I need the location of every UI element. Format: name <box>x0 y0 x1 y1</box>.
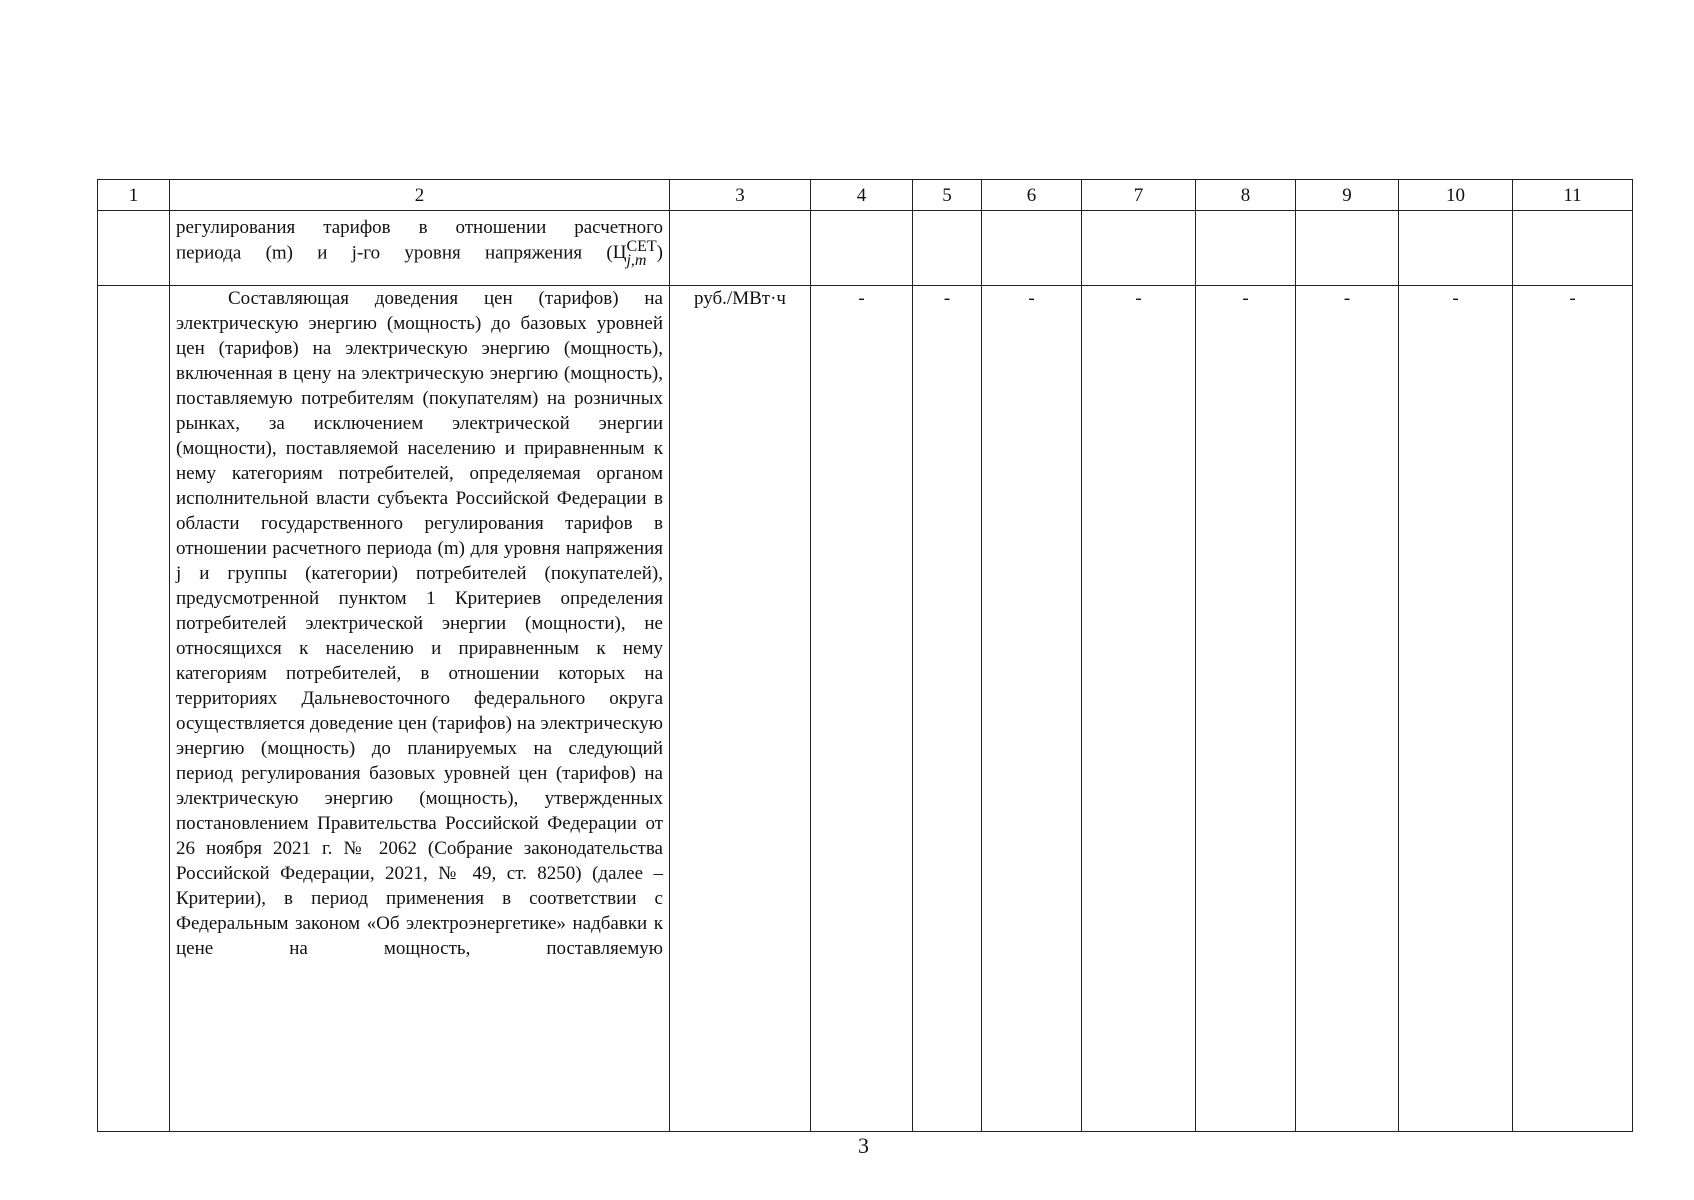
column-header: 9 <box>1296 180 1399 211</box>
table-row <box>98 286 1633 1132</box>
value-cell: - <box>1082 286 1196 1132</box>
empty-cell <box>1399 211 1513 286</box>
value-cell: - <box>1296 286 1399 1132</box>
formula-indices <box>626 240 656 268</box>
value-cell: - <box>913 286 982 1132</box>
tariff-table <box>97 179 1633 1132</box>
column-header: 1 <box>98 180 170 211</box>
value-cell: - <box>1513 286 1633 1132</box>
column-header-row <box>98 180 1633 211</box>
column-header: 4 <box>811 180 913 211</box>
table-row <box>98 211 1633 286</box>
formula-base: Ц <box>612 242 627 264</box>
row-description: Составляющая доведения цен (тарифов) на электрическую энергию (мощность) до базовых уровней цен (тарифов) на электрическую энергию (мощность), включенная в цену на электрическую энергию (мощность), поставляемую потребителям (покупателям) на розничных рынках, за исключением электрической энергии (мощности), поставляемой населению и приравненным к нему категориям потребителей, определяемая органом исполнительной власти субъекта Российской Федерации в области государственного регулирования тарифов в отношении расчетного периода (m) для уровня напряжения j и группы (категории) потребителей (покупателей), предусмотренной пунктом 1 Критериев определения потребителей электрической энергии (мощности), не относящихся к населению и приравненным к нему категориям потребителей, в отношении которых на территориях Дальневосточного федерального округа осуществляется доведение цен (тарифов) на электрическую энергию (мощность) до планируемых на следующий период регулирования базовых уровней цен (тарифов) на электрическую энергию (мощность), утвержденных постановлением Правительства Российской Федерации от 26 ноября 2021 г. № 2062 (Собрание законодательства Российской Федерации, 2021, № 49, ст. 8250) (далее – Критерии), в период применения в соответствии с Федеральным законом «Об электроэнергетике» надбавки к цене на мощность, поставляемую <box>170 286 670 1132</box>
value-cell: - <box>1399 286 1513 1132</box>
empty-cell <box>1296 211 1399 286</box>
empty-cell <box>1196 211 1296 286</box>
value-cell: - <box>982 286 1082 1132</box>
formula-subscript: j,m <box>626 252 647 269</box>
empty-cell <box>98 211 170 286</box>
row1-text-line1: регулирования тарифов в отношении расчетного <box>176 217 663 238</box>
empty-cell <box>1513 211 1633 286</box>
row1-text-line2-label: периода (m) и j-го уровня напряжения ( <box>176 242 613 264</box>
column-header: 11 <box>1513 180 1633 211</box>
column-header: 7 <box>1082 180 1196 211</box>
column-header: 8 <box>1196 180 1296 211</box>
column-header: 2 <box>170 180 670 211</box>
value-cell: - <box>811 286 913 1132</box>
value-cell: - <box>1196 286 1296 1132</box>
tariff-formula <box>612 238 663 269</box>
column-header: 3 <box>670 180 811 211</box>
column-header: 10 <box>1399 180 1513 211</box>
column-header: 5 <box>913 180 982 211</box>
empty-cell <box>98 286 170 1132</box>
empty-cell <box>913 211 982 286</box>
formula-superscript: СЕТ <box>626 238 657 255</box>
column-header: 6 <box>982 180 1082 211</box>
row1-text-line2 <box>176 238 663 269</box>
formula-close: ) <box>656 242 663 264</box>
empty-cell <box>1082 211 1196 286</box>
empty-cell <box>982 211 1082 286</box>
unit-cell: руб./МВт·ч <box>670 286 811 1132</box>
page-number: 3 <box>858 1133 869 1158</box>
row-description-continued <box>170 211 670 286</box>
empty-cell <box>670 211 811 286</box>
empty-cell <box>811 211 913 286</box>
